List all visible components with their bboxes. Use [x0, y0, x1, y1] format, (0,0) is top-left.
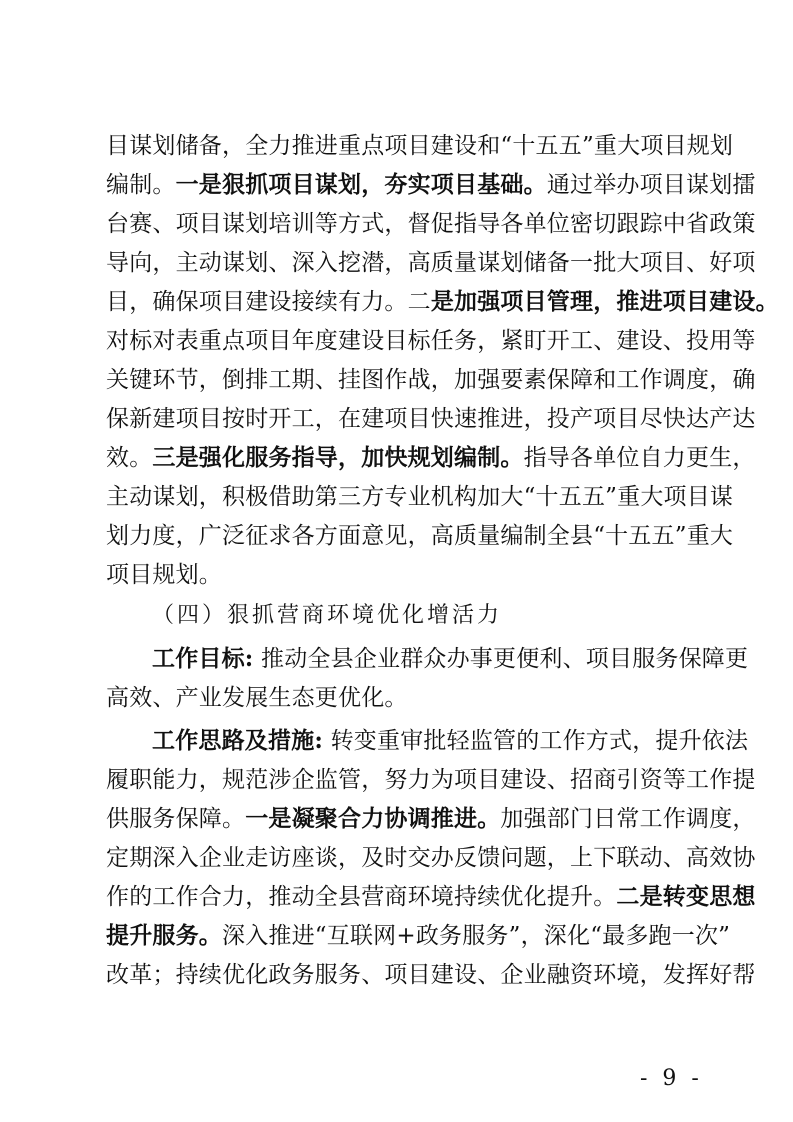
paragraph-line: 目，确保项目建设接续有力。二是加强项目管理，推进项目建设。	[106, 288, 779, 315]
section-heading: （四）狠抓营商环境优化增活力	[152, 603, 503, 628]
paragraph-line: 工作目标: 推动全县企业群众办事更便利、项目服务保障更	[152, 645, 749, 672]
paragraph-line: 划力度，广泛征求各方面意见，高质量编制全县“十五五”重大	[106, 523, 734, 549]
paragraph-line: 台赛、项目谋划培训等方式，督促指导各单位密切跟踪中省政策	[106, 211, 756, 237]
paragraph-line: 改革；持续优化政务服务、项目建设、企业融资环境，发挥好帮	[106, 962, 756, 988]
paragraph-line: 效。三是强化服务指导，加快规划编制。指导各单位自力更生，	[106, 444, 756, 471]
paragraph-line: 供服务保障。一是凝聚合力协调推进。加强部门日常工作调度，	[106, 805, 756, 832]
paragraph-line: 定期深入企业走访座谈，及时交办反馈问题，上下联动、高效协	[106, 845, 756, 871]
paragraph-line: 主动谋划，积极借助第三方专业机构加大“十五五”重大项目谋	[106, 484, 734, 510]
paragraph-line: 导向，主动谋划、深入挖潜，高质量谋划储备一批大项目、好项	[106, 250, 756, 276]
paragraph-line: 提升服务。深入推进“互联网+政务服务”，深化“最多跑一次”	[106, 922, 731, 949]
paragraph-line: 履职能力，规范涉企监管，努力为项目建设、招商引资等工作提	[106, 767, 756, 793]
paragraph-line: 关键环节，倒排工期、挂图作战，加强要素保障和工作调度，确	[106, 367, 756, 393]
page-number: - 9 -	[640, 1066, 703, 1091]
paragraph-line: 保新建项目按时开工，在建项目快速推进，投产项目尽快达产达	[106, 406, 756, 432]
paragraph-line: 项目规划。	[106, 562, 222, 588]
paragraph-line: 高效、产业发展生态更优化。	[106, 685, 408, 711]
paragraph-line: 工作思路及措施: 转变重审批轻监管的工作方式，提升依法	[152, 727, 749, 754]
paragraph-line: 作的工作合力，推动全县营商环境持续优化提升。二是转变思想	[106, 883, 756, 910]
paragraph-line: 编制。一是狠抓项目谋划，夯实项目基础。通过举办项目谋划擂	[106, 171, 756, 198]
paragraph-line: 对标对表重点项目年度建设目标任务，紧盯开工、建设、投用等	[106, 328, 756, 354]
paragraph-line: 目谋划储备，全力推进重点项目建设和“十五五”重大项目规划	[106, 133, 734, 159]
